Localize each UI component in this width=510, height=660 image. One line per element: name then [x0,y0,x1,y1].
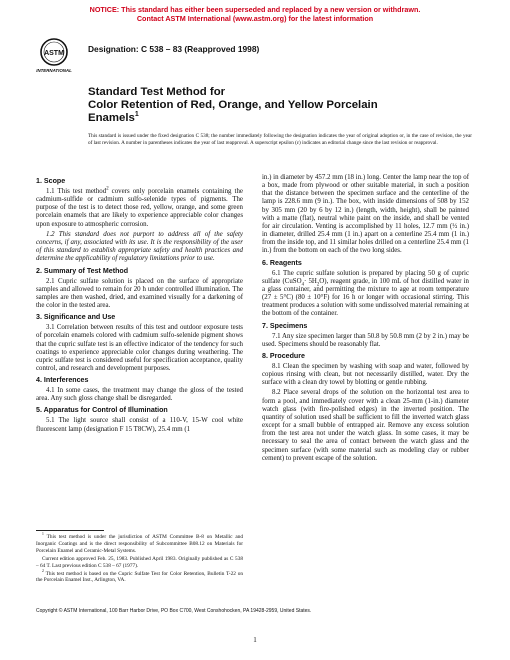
footnote-1: $^1$ This test method is under the jurisdiction of ASTM Committee B-8 on Metallic and Inorganic Coatings and is the direct responsibility of Subcommittee B08.12 on Materials for Porcelain Enamel and Ceramic-Metal Systems. [36,532,244,554]
paragraph-6-1: 6.1 The cupric sulfate solution is prepared by placing 50 g of cupric sulfate (CuSO$_4$· $5H_2O$), reagent grade, in 100 mL of hot distilled water in a glass container, and permitting the mixture to age at room temperature (27 ± 5°C) (80 ± 10°F) for 16 h or longer with occasional stirring. This treatment produces a solution with some undissolved material remaining at the bottom of the container. [262,269,469,318]
left-column [36,174,243,436]
title-line-1: Standard Test Method for [88,86,226,98]
paragraph-2-1: 2.1 Cupric sulfate solution is placed on the surface of appropriate samples and allowed to remain for 20 h under controlled illumination. The samples are then washed, dried, and examined visually for a darkening of the color in the tested area. [36,277,243,310]
notice-line-2: Contact ASTM International (www.astm.org) for the latest information [136,14,374,23]
withdrawn-notice [0,5,510,23]
footnotes [36,534,243,585]
footnote-ref-2: 2 [106,186,109,192]
right-column [262,174,469,465]
paragraph-1-1: 1.1 This test method$^2$ covers only porcelain enamels containing the cadmium-sulfide or cadmium sulfo-selenide types of pigments. The purpose of the test is to detect those red, yellow, orange, and some green porcelain enamels that are likely to experience appreciable color changes upon exposure to atmospheric corrosion. [36,186,243,228]
page-number: 1 [253,636,257,644]
designation: Designation: C 538 – 83 (Reapproved 1998) [88,44,260,54]
section-heading-significance: 3. Significance and Use [36,313,116,322]
preamble: This standard is issued under the fixed designation C 538; the number immediately following the designation indicates the year of original adoption or, in the case of revision, the year of last revision. A number in parentheses indicates the year of last reapproval. A superscript epsilon (ε) indicates an editorial change since the last revision or reapproval. [88,133,472,146]
paragraph-8-1: 8.1 Clean the specimen by washing with soap and water, followed by copious rinsing with clean, but not necessarily distilled, water. Dry the surface with a clean dry towel by blotting or gentle rubbing. [262,362,469,387]
svg-text:ASTM: ASTM [44,50,64,57]
footnote-divider [36,530,104,531]
section-heading-summary: 2. Summary of Test Method [36,266,129,275]
paragraph-3-1: 3.1 Correlation between results of this test and outdoor exposure tests of porcelain enamels colored with cadmium sulfo-selenide pigment shows that the cupric sulfate test is an effective indicator of the tendency for such coatings to experience appreciable color changes during weathering. The cupric sulfate test is considered useful for specification acceptance, quality control, and research and development purposes. [36,324,243,372]
footnote-2: $^2$ This test method is based on the Cupric Sulfate Test for Color Retention, Bulletin T-22 on the Porcelain Enamel Inst., Arlington, VA. [36,568,243,584]
section-heading-procedure: 8. Procedure [262,351,305,360]
logo-wordmark: INTERNATIONAL [36,68,72,73]
footnote-1-edition: Current edition approved Feb. 25, 1983. Published April 1983. Originally published as C 538 – 64 T. Last previous edition C 538 – 67 (1977). [36,555,243,569]
title-line-3: Enamels [88,112,135,124]
document-title [88,86,488,125]
section-heading-apparatus: 5. Apparatus for Control of Illumination [36,406,168,415]
paragraph-5-1-continued: in.) in diameter by 457.2 mm (18 in.) long. Center the lamp near the top of a box, made from plywood or other suitable material, in such a position that the distance between the specimen surface and the centerline of the lamp is 228.6 mm (9 in.). The box, with inside dimensions of 508 by 152 by 305 mm (20 by 6 by 12 in.) (length, width, height), shall be painted with a matte (flat), neutral white paint on the inside, and shall be vented for air circulation. Venting is accomplished by 11 holes, 12.7 mm (½ in.) in diameter, drilled 25.4 mm (1 in.) apart on a centerline 25.4 mm (1 in.) from the inside top, and 11 similar holes drilled on a centerline 25.4 mm (1 in.) from the bottom on each of the two long sides. [262,174,469,255]
paragraph-1-2: 1.2 This standard does not purport to address all of the safety concerns, if any, associated with its use. It is the responsibility of the user of this standard to establish appropriate safety and health practices and determine the applicability of regulatory limitations prior to use. [36,230,243,263]
astm-logo [34,36,74,74]
notice-line-1: NOTICE: This standard has either been superseded and replaced by a new version or withdrawn. [89,5,421,14]
title-footnote-mark: 1 [134,111,139,119]
paragraph-8-2: 8.2 Place several drops of the solution on the horizontal test area to form a pool, and immediately cover with a clean 25-mm (1-in.) diameter watch glass (with fire-polished edges) in the inverted position. The quantity of solution used shall be sufficient to fill the inverted watch glass except for a small bubble of entrapped air. Remove any excess solution from the test area not under the watch glass. In some cases, it may be necessary to seal the area of contact between the watch glass and the specimen surface (with some material such as modeling clay or rubber cement) to prevent escape of the solution. [262,389,469,462]
section-heading-reagents: 6. Reagents [262,258,302,267]
copyright-line: Copyright © ASTM International, 100 Barr Harbor Drive, PO Box C700, West Conshohocken, PA 19428-2959, United States. [36,608,312,614]
paragraph-4-1: 4.1 In some cases, the treatment may change the gloss of the tested area. Any such gloss change shall be disregarded. [36,387,243,403]
paragraph-7-1: 7.1 Any size specimen larger than 50.8 by 50.8 mm (2 by 2 in.) may be used. Specimens should be reasonably flat. [262,332,469,348]
paragraph-5-1: 5.1 The light source shall consist of a 110-V, 15-W cool white fluorescent lamp (designation F 15 T8CW), 25.4 mm (1 [36,417,243,433]
section-heading-interferences: 4. Interferences [36,376,89,385]
section-heading-scope: 1. Scope [36,177,66,185]
title-line-2: Color Retention of Red, Orange, and Yellow Porcelain [88,99,378,111]
section-heading-specimens: 7. Specimens [262,321,308,330]
